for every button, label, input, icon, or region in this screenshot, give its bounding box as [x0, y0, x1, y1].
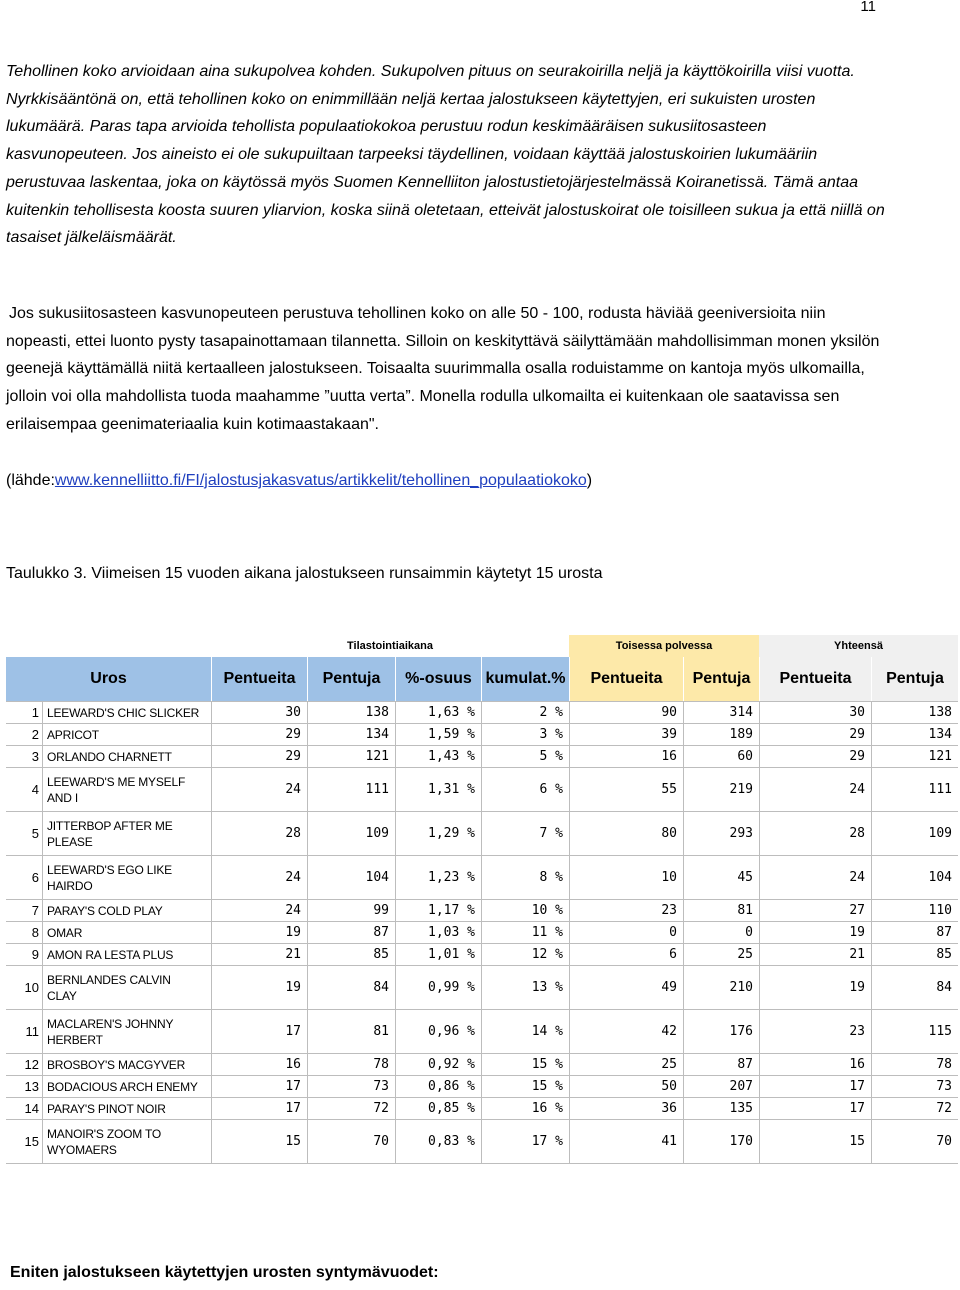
- cell-y-pentueita: 16: [759, 1054, 871, 1075]
- cell-pentuja: 121: [307, 746, 395, 767]
- cell-y-pentueita: 29: [759, 724, 871, 745]
- cell-no: 8: [31, 925, 39, 940]
- cell-no: 4: [31, 782, 39, 797]
- cell-y-pentuja: 121: [871, 746, 958, 767]
- cell-y-pentueita: 30: [759, 702, 871, 723]
- cell-kumulat: 7 %: [481, 812, 569, 855]
- cell-tp-pentuja: 219: [683, 768, 759, 811]
- table-row: [6, 1120, 958, 1164]
- sire-name: [42, 1010, 211, 1053]
- cell-kumulat: 15 %: [481, 1076, 569, 1097]
- cell-pentueita: 17: [211, 1098, 307, 1119]
- cell-tp-pentueita: 10: [569, 856, 683, 899]
- sire-name: [42, 724, 211, 745]
- sire-name-line: HERBERT: [47, 1032, 103, 1047]
- cell-pentueita: 19: [211, 922, 307, 943]
- cell-pentuja: 99: [307, 900, 395, 921]
- table-row: [6, 1054, 958, 1076]
- cell-y-pentueita: 29: [759, 746, 871, 767]
- cell-pentueita: 16: [211, 1054, 307, 1075]
- table-row: [6, 724, 958, 746]
- table-row: [6, 768, 958, 812]
- sire-name-line: ORLANDO CHARNETT: [47, 749, 172, 764]
- cell-y-pentueita: 15: [759, 1120, 871, 1163]
- cell-osuus: 1,31 %: [395, 768, 481, 811]
- cell-kumulat: 17 %: [481, 1120, 569, 1163]
- cell-y-pentueita: 23: [759, 1010, 871, 1053]
- cell-kumulat: 16 %: [481, 1098, 569, 1119]
- cell-no: 2: [31, 727, 39, 742]
- cell-tp-pentuja: 170: [683, 1120, 759, 1163]
- sires-table: [6, 635, 958, 1157]
- cell-osuus: 1,29 %: [395, 812, 481, 855]
- sire-name-line: CLAY: [47, 988, 77, 1003]
- cell-osuus: 1,59 %: [395, 724, 481, 745]
- cell-pentueita: 28: [211, 812, 307, 855]
- cell-pentuja: 87: [307, 922, 395, 943]
- sire-name: [42, 768, 211, 811]
- cell-tp-pentueita: 6: [569, 944, 683, 965]
- cell-pentueita: 15: [211, 1120, 307, 1163]
- cell-tp-pentueita: 41: [569, 1120, 683, 1163]
- cell-tp-pentuja: 314: [683, 702, 759, 723]
- table-row: [6, 900, 958, 922]
- cell-tp-pentuja: 25: [683, 944, 759, 965]
- header-pentuja: Pentuja: [307, 657, 395, 701]
- sire-name-line: HAIRDO: [47, 878, 93, 893]
- sire-name: [42, 1098, 211, 1119]
- sire-name-line: WYOMAERS: [47, 1142, 117, 1157]
- header-uros: Uros: [6, 657, 211, 701]
- table-row: [6, 746, 958, 768]
- sire-name: [42, 966, 211, 1009]
- sire-name: [42, 1054, 211, 1075]
- cell-pentuja: 73: [307, 1076, 395, 1097]
- cell-tp-pentueita: 90: [569, 702, 683, 723]
- cell-tp-pentueita: 39: [569, 724, 683, 745]
- table-row: [6, 966, 958, 1010]
- source-suffix: ): [586, 472, 593, 489]
- source-prefix: (lähde:: [6, 472, 55, 489]
- cell-no: 3: [31, 749, 39, 764]
- cell-tp-pentuja: 189: [683, 724, 759, 745]
- table-row: [6, 812, 958, 856]
- cell-y-pentuja: 78: [871, 1054, 958, 1075]
- cell-pentueita: 29: [211, 746, 307, 767]
- sire-name: [42, 702, 211, 723]
- cell-pentueita: 24: [211, 900, 307, 921]
- cell-no: 15: [24, 1134, 39, 1149]
- cell-tp-pentueita: 25: [569, 1054, 683, 1075]
- cell-tp-pentuja: 0: [683, 922, 759, 943]
- cell-osuus: 1,23 %: [395, 856, 481, 899]
- header-pentueita: Pentueita: [211, 657, 307, 701]
- cell-y-pentueita: 27: [759, 900, 871, 921]
- cell-y-pentuja: 72: [871, 1098, 958, 1119]
- cell-pentueita: 19: [211, 966, 307, 1009]
- cell-tp-pentueita: 80: [569, 812, 683, 855]
- cell-tp-pentuja: 293: [683, 812, 759, 855]
- cell-y-pentueita: 21: [759, 944, 871, 965]
- cell-y-pentueita: 17: [759, 1098, 871, 1119]
- cell-osuus: 1,03 %: [395, 922, 481, 943]
- sire-name-line: LEEWARD'S CHIC SLICKER: [47, 705, 200, 720]
- header-second-pentuja: Pentuja: [683, 657, 759, 701]
- cell-y-pentueita: 19: [759, 922, 871, 943]
- sire-name-line: BERNLANDES CALVIN: [47, 972, 171, 987]
- sire-name-line: AMON RA LESTA PLUS: [47, 947, 174, 962]
- cell-osuus: 0,96 %: [395, 1010, 481, 1053]
- sire-name-line: OMAR: [47, 925, 83, 940]
- cell-pentueita: 30: [211, 702, 307, 723]
- paragraph-inbreeding: [6, 300, 886, 439]
- cell-pentuja: 85: [307, 944, 395, 965]
- cell-kumulat: 13 %: [481, 966, 569, 1009]
- cell-y-pentueita: 17: [759, 1076, 871, 1097]
- table-row: [6, 702, 958, 724]
- cell-pentuja: 84: [307, 966, 395, 1009]
- cell-y-pentuja: 110: [871, 900, 958, 921]
- sire-name-line: PLEASE: [47, 834, 93, 849]
- cell-tp-pentueita: 50: [569, 1076, 683, 1097]
- group-header-total: Yhteensä: [759, 635, 958, 657]
- cell-osuus: 0,92 %: [395, 1054, 481, 1075]
- sire-name: [42, 1076, 211, 1097]
- sire-name: [42, 1120, 211, 1163]
- cell-pentuja: 111: [307, 768, 395, 811]
- cell-pentueita: 29: [211, 724, 307, 745]
- cell-tp-pentueita: 42: [569, 1010, 683, 1053]
- cell-no: 6: [31, 870, 39, 885]
- cell-no: 7: [31, 903, 39, 918]
- sire-name-line: MACLAREN'S JOHNNY: [47, 1016, 174, 1031]
- cell-tp-pentuja: 45: [683, 856, 759, 899]
- cell-kumulat: 2 %: [481, 702, 569, 723]
- source-citation: [6, 467, 592, 494]
- page-number: 11: [860, 0, 876, 15]
- table-row: [6, 856, 958, 900]
- cell-y-pentuja: 104: [871, 856, 958, 899]
- header-total-pentuja: Pentuja: [871, 657, 958, 701]
- cell-osuus: 1,17 %: [395, 900, 481, 921]
- cell-pentueita: 21: [211, 944, 307, 965]
- cell-no: 1: [31, 705, 39, 720]
- sire-name-line: APRICOT: [47, 727, 99, 742]
- cell-osuus: 0,86 %: [395, 1076, 481, 1097]
- cell-no: 13: [24, 1079, 39, 1094]
- cell-y-pentueita: 24: [759, 856, 871, 899]
- cell-kumulat: 10 %: [481, 900, 569, 921]
- cell-tp-pentuja: 60: [683, 746, 759, 767]
- cell-tp-pentuja: 210: [683, 966, 759, 1009]
- cell-pentuja: 134: [307, 724, 395, 745]
- sire-name: [42, 900, 211, 921]
- sire-name-line: LEEWARD'S EGO LIKE: [47, 862, 172, 877]
- cell-no: 5: [31, 826, 39, 841]
- paragraph-effective-size: Tehollinen koko arvioidaan aina sukupolvea kohden. Sukupolven pituus on seurakoirilla neljä ja käyttökoirilla viisi vuotta. Nyrkkisääntönä on, että tehollinen koko on enimmillään neljä kertaa jalostukseen käytettyjen, eri sukuisten urosten lukumäärä. Paras tapa arvioida tehollista populaatiokokoa perustuu rodun keskimääräisen sukusiitosasteen kasvunopeuteen. Jos aineisto ei ole sukupuiltaan tarpeeksi täydellinen, voidaan käyttää jalostuskoirien lukumääriin perustuvaa laskentaa, joka on käytössä myös Suomen Kennelliiton jalostustietojärjestelmässä Koiranetissä. Tämä antaa kuitenkin tehollisesta koosta suuren yliarvion, koska siinä oletetaan, etteivät jalostuskoirat ole toisilleen sukua ja että niillä on tasaiset jälkeläismäärät.: [6, 63, 885, 247]
- header-kumulat: kumulat.%: [481, 657, 569, 701]
- cell-kumulat: 15 %: [481, 1054, 569, 1075]
- cell-tp-pentuja: 207: [683, 1076, 759, 1097]
- cell-pentuja: 70: [307, 1120, 395, 1163]
- cell-tp-pentueita: 0: [569, 922, 683, 943]
- cell-tp-pentueita: 23: [569, 900, 683, 921]
- cell-osuus: 0,83 %: [395, 1120, 481, 1163]
- header-total-pentueita: Pentueita: [759, 657, 871, 701]
- cell-tp-pentuja: 87: [683, 1054, 759, 1075]
- cell-pentuja: 104: [307, 856, 395, 899]
- sire-name-line: PARAY'S PINOT NOIR: [47, 1101, 166, 1116]
- header-second-pentueita: Pentueita: [569, 657, 683, 701]
- sire-name-line: BROSBOY'S MACGYVER: [47, 1057, 186, 1072]
- cell-y-pentuja: 111: [871, 768, 958, 811]
- cell-y-pentuja: 87: [871, 922, 958, 943]
- cell-osuus: 1,63 %: [395, 702, 481, 723]
- sire-name-line: PARAY'S COLD PLAY: [47, 903, 163, 918]
- cell-pentuja: 138: [307, 702, 395, 723]
- cell-osuus: 0,99 %: [395, 966, 481, 1009]
- cell-pentuja: 109: [307, 812, 395, 855]
- cell-tp-pentuja: 135: [683, 1098, 759, 1119]
- table-row: [6, 944, 958, 966]
- cell-pentueita: 24: [211, 856, 307, 899]
- cell-y-pentuja: 73: [871, 1076, 958, 1097]
- cell-y-pentueita: 28: [759, 812, 871, 855]
- paragraph-inbreeding-text: Jos sukusiitosasteen kasvunopeuteen perustuva tehollinen koko on alle 50 - 100, rodusta häviää geeniversioita niin nopeasti, ettei luonto pysty tasapainottamaan tilannetta. Silloin on keskityttävä säilyttämään mahdollisimman monen yksilön geenejä käyttämällä niitä kertaalleen jalostukseen. Toisaalta suurimmalla osalla roduistamme on kantoja myös ulkomailla, jolloin voi olla mahdollista tuoda maahamme ”uutta verta”. Monella rodulla ulkomailta ei kuitenkaan ole saatavissa sen erilaisempaa geenimateriaalia kuin kotimaastakaan".: [6, 305, 880, 433]
- cell-kumulat: 12 %: [481, 944, 569, 965]
- cell-y-pentuja: 134: [871, 724, 958, 745]
- cell-no: 11: [25, 1024, 39, 1039]
- cell-y-pentueita: 19: [759, 966, 871, 1009]
- cell-pentuja: 81: [307, 1010, 395, 1053]
- cell-tp-pentueita: 49: [569, 966, 683, 1009]
- cell-y-pentuja: 115: [871, 1010, 958, 1053]
- group-header-second-generation: Toisessa polvessa: [569, 635, 759, 657]
- cell-kumulat: 6 %: [481, 768, 569, 811]
- group-header-period: Tilastointiaikana: [211, 635, 569, 657]
- cell-pentuja: 78: [307, 1054, 395, 1075]
- cell-osuus: 0,85 %: [395, 1098, 481, 1119]
- cell-pentuja: 72: [307, 1098, 395, 1119]
- table-row: [6, 1098, 958, 1120]
- sire-name-line: MANOIR'S ZOOM TO: [47, 1126, 161, 1141]
- cell-tp-pentuja: 176: [683, 1010, 759, 1053]
- cell-kumulat: 3 %: [481, 724, 569, 745]
- cell-kumulat: 5 %: [481, 746, 569, 767]
- cell-y-pentuja: 109: [871, 812, 958, 855]
- header-osuus: %-osuus: [395, 657, 481, 701]
- cell-no: 12: [24, 1057, 39, 1072]
- sire-name-line: JITTERBOP AFTER ME: [47, 818, 173, 833]
- cell-tp-pentueita: 16: [569, 746, 683, 767]
- table-row: [6, 1010, 958, 1054]
- sire-name-line: LEEWARD'S ME MYSELF: [47, 774, 186, 789]
- cell-no: 10: [24, 980, 39, 995]
- table-row: [6, 922, 958, 944]
- cell-y-pentuja: 70: [871, 1120, 958, 1163]
- sire-name: [42, 746, 211, 767]
- cell-kumulat: 14 %: [481, 1010, 569, 1053]
- sire-name: [42, 856, 211, 899]
- sire-name: [42, 812, 211, 855]
- table-caption: Taulukko 3. Viimeisen 15 vuoden aikana jalostukseen runsaimmin käytetyt 15 urosta: [6, 565, 603, 582]
- cell-pentueita: 17: [211, 1010, 307, 1053]
- cell-pentueita: 17: [211, 1076, 307, 1097]
- cell-y-pentuja: 138: [871, 702, 958, 723]
- cell-kumulat: 11 %: [481, 922, 569, 943]
- cell-osuus: 1,43 %: [395, 746, 481, 767]
- cell-pentueita: 24: [211, 768, 307, 811]
- cell-tp-pentuja: 81: [683, 900, 759, 921]
- section-heading-birth-years: Eniten jalostukseen käytettyjen urosten syntymävuodet:: [10, 1264, 439, 1281]
- cell-osuus: 1,01 %: [395, 944, 481, 965]
- cell-no: 14: [24, 1101, 39, 1116]
- sire-name: [42, 922, 211, 943]
- cell-tp-pentueita: 36: [569, 1098, 683, 1119]
- cell-kumulat: 8 %: [481, 856, 569, 899]
- sire-name: [42, 944, 211, 965]
- sire-name-line: AND I: [47, 790, 79, 805]
- cell-y-pentuja: 84: [871, 966, 958, 1009]
- cell-y-pentuja: 85: [871, 944, 958, 965]
- table-row: [6, 1076, 958, 1098]
- cell-y-pentueita: 24: [759, 768, 871, 811]
- source-link[interactable]: www.kennelliitto.fi/FI/jalostusjakasvatus/artikkelit/tehollinen_populaatiokoko: [54, 472, 587, 489]
- cell-no: 9: [31, 947, 39, 962]
- sire-name-line: BODACIOUS ARCH ENEMY: [47, 1079, 198, 1094]
- cell-tp-pentueita: 55: [569, 768, 683, 811]
